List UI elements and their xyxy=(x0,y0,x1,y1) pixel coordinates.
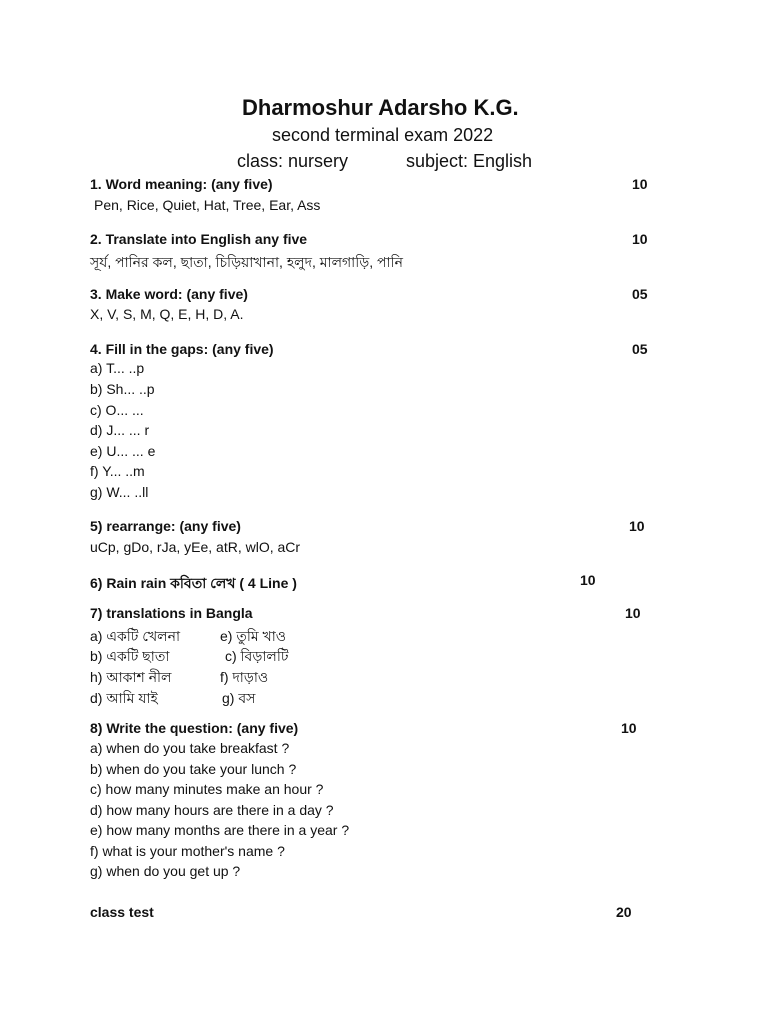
list-item: f) দাড়াও xyxy=(220,669,269,685)
list-item: d) আমি যাই xyxy=(90,690,158,706)
list-item: d) J... ... r xyxy=(90,422,150,438)
question-5-title: 5) rearrange: (any five) xyxy=(90,518,241,534)
list-item: g) W... ..ll xyxy=(90,484,149,500)
question-2-marks: 10 xyxy=(632,231,648,247)
list-item: e) তুমি খাও xyxy=(220,628,287,644)
question-3-title: 3. Make word: (any five) xyxy=(90,286,248,302)
question-6-title: 6) Rain rain কবিতা লেখ ( 4 Line ) xyxy=(90,575,297,591)
exam-title: second terminal exam 2022 xyxy=(272,125,494,145)
class-label: class: nursery xyxy=(237,151,349,171)
class-test-marks: 20 xyxy=(616,904,632,920)
list-item: a) when do you take breakfast ? xyxy=(90,740,290,756)
subject-label: subject: English xyxy=(406,151,533,171)
list-item: b) একটি ছাতা xyxy=(90,648,170,664)
list-item: b) Sh... ..p xyxy=(90,381,155,397)
question-1-marks: 10 xyxy=(632,176,648,192)
list-item: c) O... ... xyxy=(90,402,144,418)
question-3-marks: 05 xyxy=(632,286,648,302)
question-7-title: 7) translations in Bangla xyxy=(90,605,253,621)
class-test-label: class test xyxy=(90,904,154,920)
list-item: d) how many hours are there in a day ? xyxy=(90,802,334,818)
list-item: c) বিড়ালটি xyxy=(225,648,289,664)
question-1-title: 1. Word meaning: (any five) xyxy=(90,176,273,192)
question-4-marks: 05 xyxy=(632,341,648,357)
list-item: f) what is your mother's name ? xyxy=(90,843,285,859)
question-7-marks: 10 xyxy=(625,605,641,621)
list-item: a) T... ..p xyxy=(90,360,145,376)
question-6-marks: 10 xyxy=(580,572,596,588)
question-1-words: Pen, Rice, Quiet, Hat, Tree, Ear, Ass xyxy=(94,197,321,213)
question-5-words: uCp, gDo, rJa, yEe, atR, wlO, aCr xyxy=(90,539,301,555)
question-5-marks: 10 xyxy=(629,518,645,534)
question-8-title: 8) Write the question: (any five) xyxy=(90,720,299,736)
school-name: Dharmoshur Adarsho K.G. xyxy=(242,95,519,120)
list-item: e) how many months are there in a year ? xyxy=(90,822,350,838)
question-3-letters: X, V, S, M, Q, E, H, D, A. xyxy=(90,306,244,322)
question-2-title: 2. Translate into English any five xyxy=(90,231,308,247)
question-2-words: সূর্য, পানির কল, ছাতা, চিড়িয়াখানা, হলুদ, মালগাড়ি, পানি xyxy=(90,254,403,270)
list-item: e) U... ... e xyxy=(90,443,156,459)
question-4-title: 4. Fill in the gaps: (any five) xyxy=(90,341,274,357)
list-item: a) একটি খেলনা xyxy=(90,628,181,644)
list-item: g) বস xyxy=(222,690,256,706)
list-item: b) when do you take your lunch ? xyxy=(90,761,297,777)
question-8-marks: 10 xyxy=(621,720,637,736)
list-item: g) when do you get up ? xyxy=(90,863,241,879)
list-item: h) আকাশ নীল xyxy=(90,669,172,685)
list-item: c) how many minutes make an hour ? xyxy=(90,781,324,797)
list-item: f) Y... ..m xyxy=(90,463,145,479)
